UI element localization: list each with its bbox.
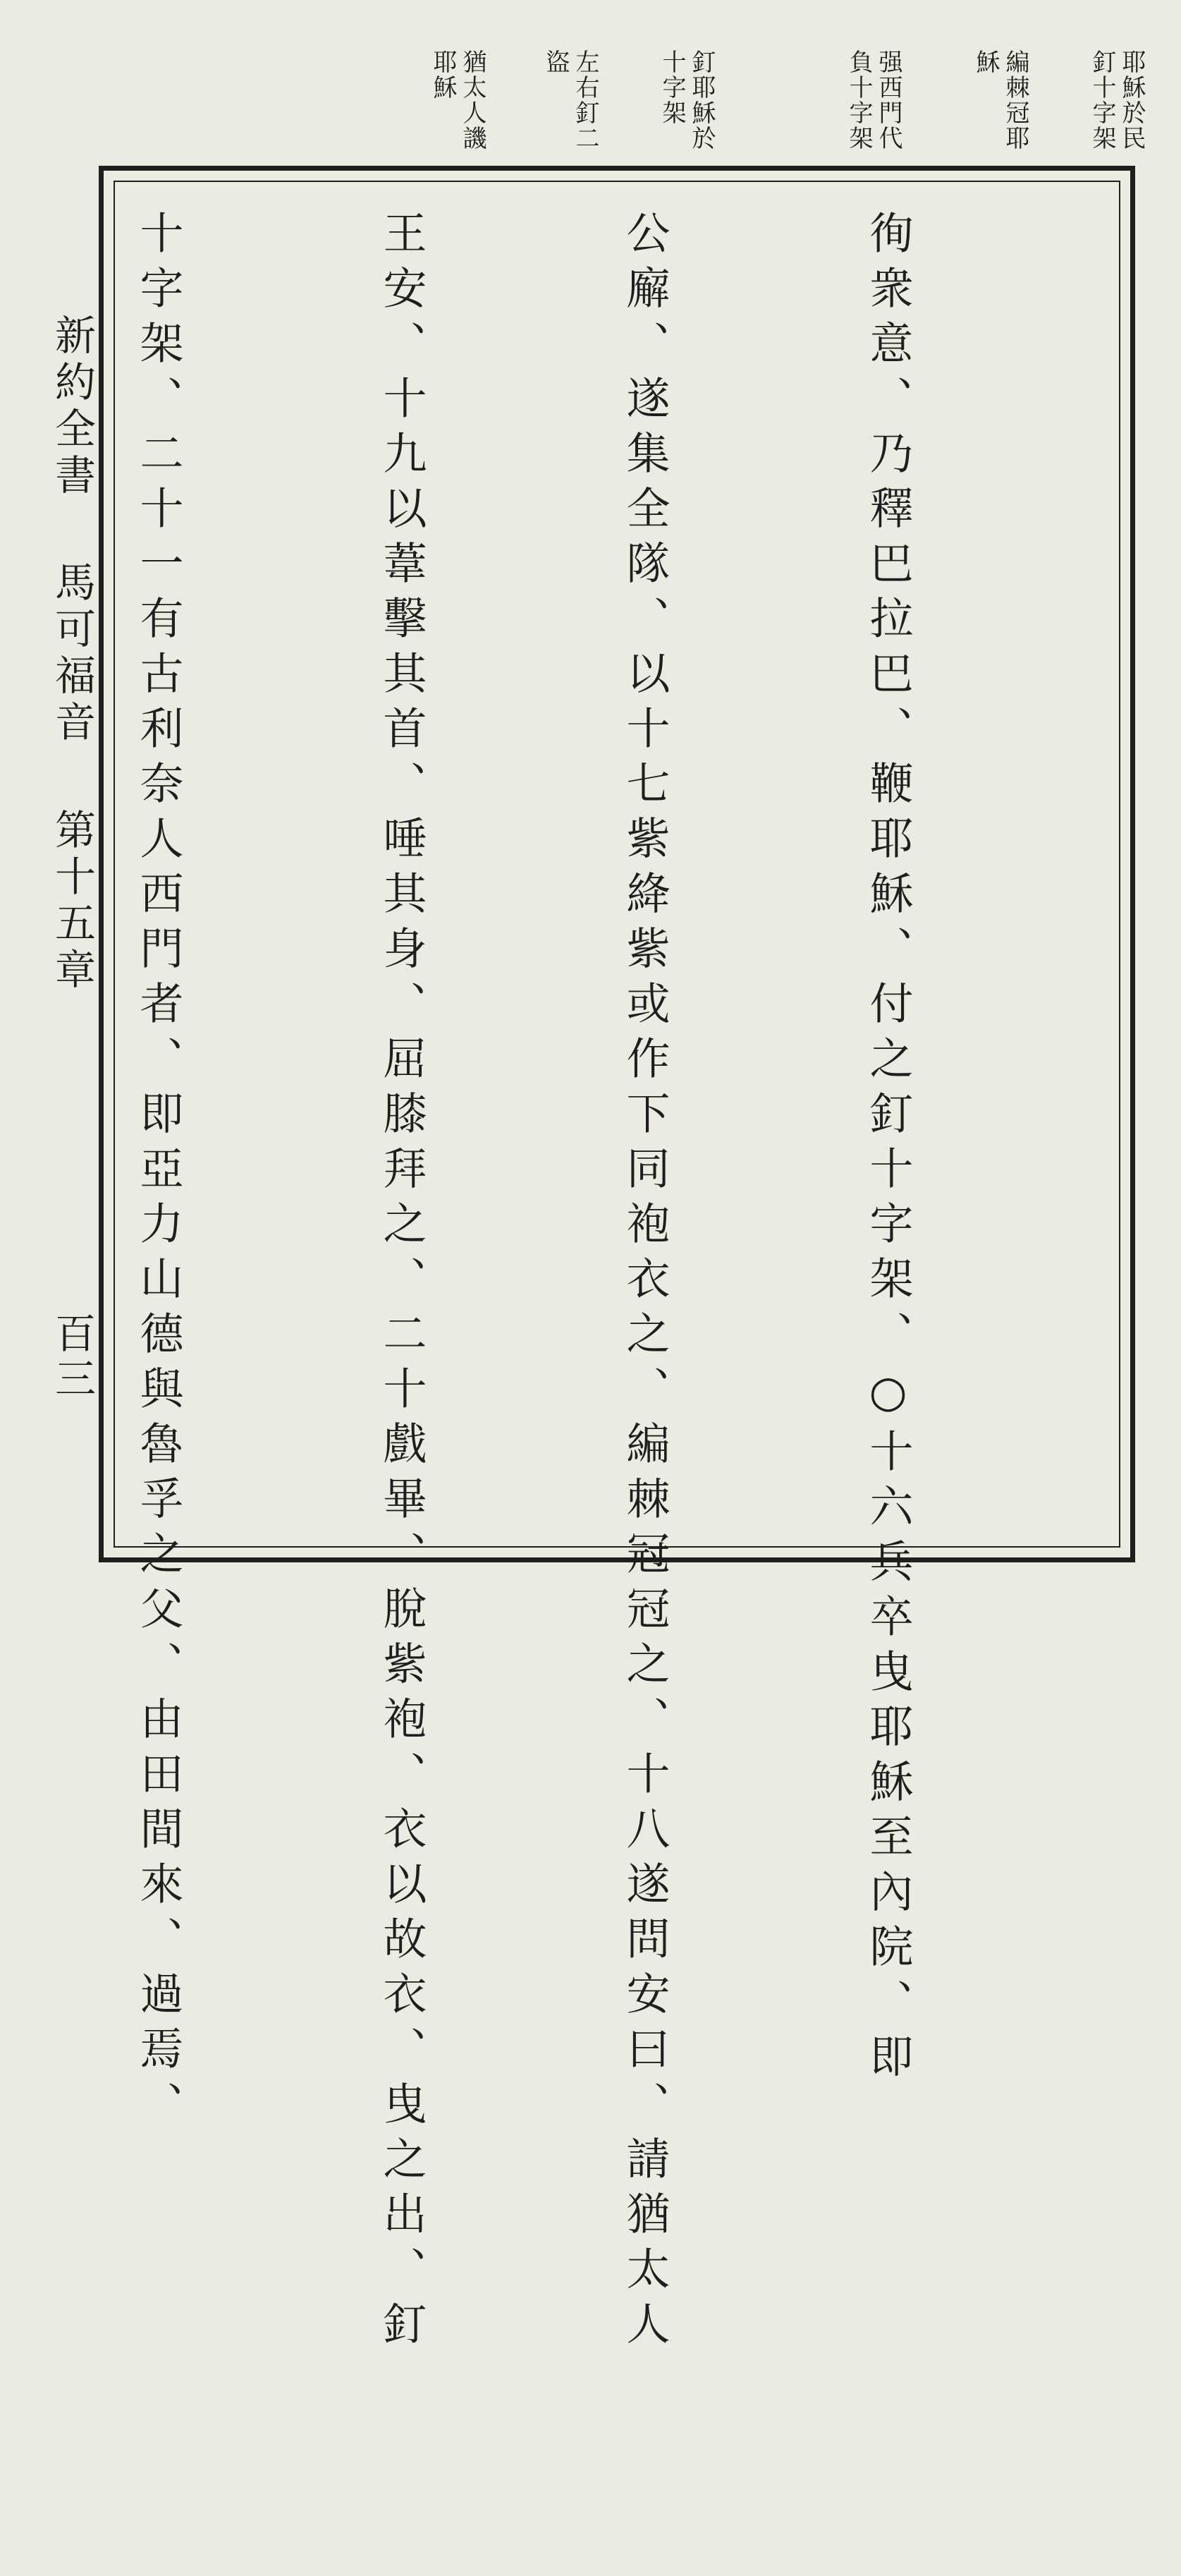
text-column-3: 王安、十九以葦擊其首、唾其身、屈膝拜之、二十戲畢、脫紫袍、衣以故衣、曳之出、釘 (376, 210, 427, 2356)
page-number: 百三 (48, 1312, 96, 1402)
text-column-1: 徇衆意、乃釋巴拉巴、鞭耶穌、付之釘十字架、○十六兵卒曳耶穌至內院、即 (862, 210, 914, 2089)
book-title: 新約全書 (48, 314, 96, 500)
scripture-text (133, 210, 1091, 2356)
margin-note-1: 耶穌於民 釘十字架 (1088, 49, 1146, 151)
margin-note-2: 編棘冠耶 穌 (972, 49, 1029, 151)
margin-note-6: 猶太人譏 耶穌 (429, 49, 487, 151)
running-head (42, 314, 102, 1037)
text-column-2: 公廨、遂集全隊、以十七紫絳紫或作下同袍衣之、編棘冠冠之、十八遂問安曰、請猶太人 (619, 210, 671, 2356)
margin-notes (429, 49, 1146, 162)
margin-note-4: 釘耶穌於 十字架 (658, 49, 716, 151)
margin-note-3: 强西門代 負十字架 (845, 49, 902, 151)
text-frame-inner (114, 181, 1120, 2356)
margin-note-5: 左右釘二 盜 (541, 49, 599, 151)
gospel-title: 馬可福音 (48, 561, 96, 748)
text-column-4: 十字架、二十一有古利奈人西門者、即亞力山德與魯孚之父、由田間來、過焉、 (133, 210, 184, 2136)
chapter-label: 第十五章 (48, 808, 96, 995)
text-frame (99, 166, 1135, 2356)
